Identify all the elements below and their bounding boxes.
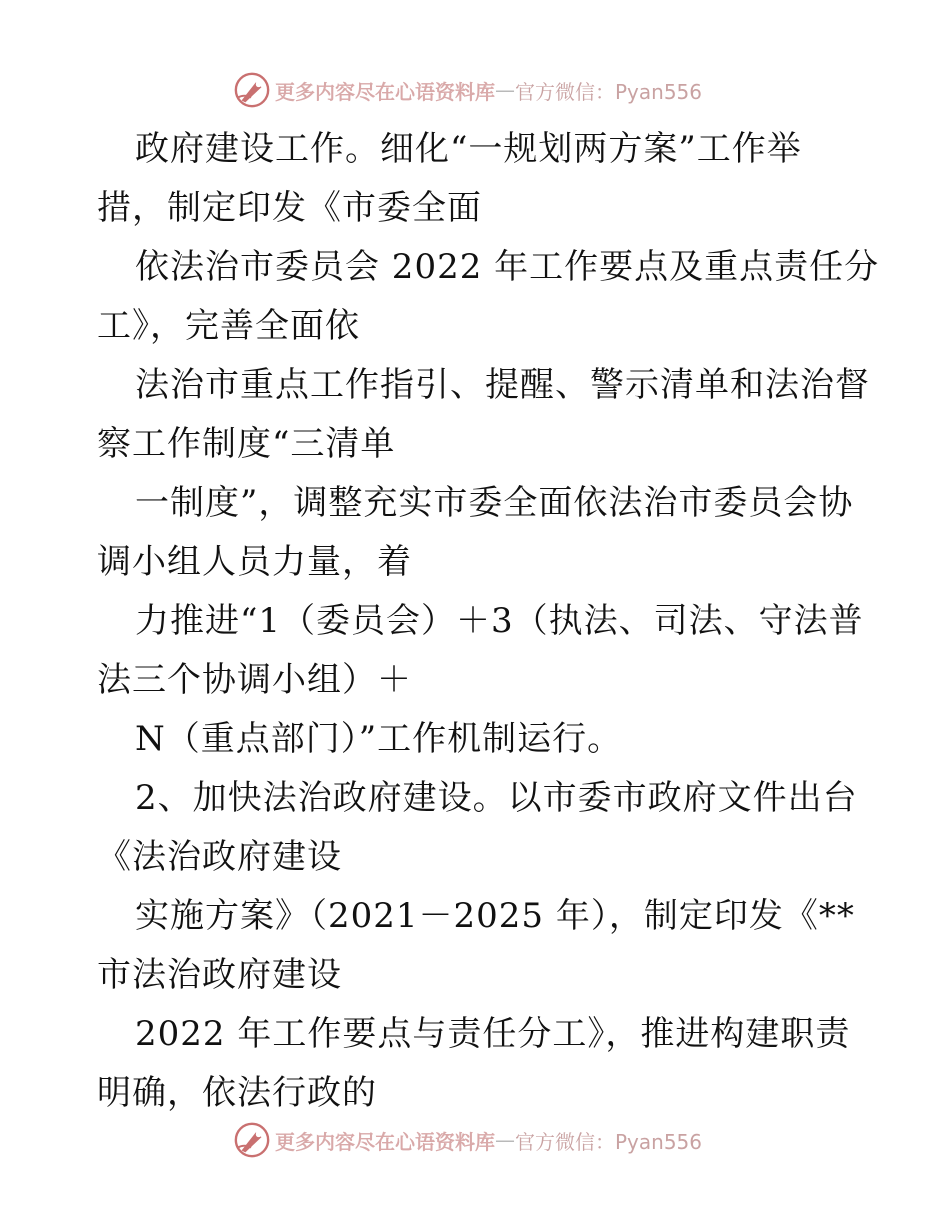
text-line: 市法治政府建设 <box>97 955 342 995</box>
text-line: 法治市重点工作指引、提醒、警示清单和法治督 <box>135 365 870 405</box>
text-line: 调小组人员力量，着 <box>97 542 412 582</box>
text-line: 《法治政府建设 <box>97 837 342 877</box>
watermark-brand: 更多内容尽在心语资料库 <box>275 79 495 104</box>
watermark-brand: 更多内容尽在心语资料库 <box>275 1129 495 1154</box>
document-body <box>97 120 880 1123</box>
text-line: 2022 年工作要点与责任分工》，推进构建职责 <box>135 1014 851 1054</box>
text-line: 察工作制度“三清单 <box>97 424 396 464</box>
text-line: 一制度”，调整充实市委全面依法治市委员会协 <box>135 483 854 523</box>
watermark-handle: 官方微信：Pyan556 <box>515 1129 703 1154</box>
text-line: N（重点部门）”工作机制运行。 <box>135 719 623 759</box>
text-line: 政府建设工作。细化“一规划两方案”工作举 <box>135 129 802 169</box>
text-line: 力推进“1（委员会）＋3（执法、司法、守法普 <box>135 601 864 641</box>
watermark-footer <box>233 1120 702 1160</box>
watermark-separator: — <box>495 1128 515 1152</box>
text-line: 实施方案》（2021－2025 年），制定印发《** <box>135 896 855 936</box>
watermark-handle: 官方微信：Pyan556 <box>515 79 703 104</box>
text-line: 明确，依法行政的 <box>97 1073 377 1113</box>
pen-nib-logo-icon <box>233 71 271 109</box>
text-line: 法三个协调小组）＋ <box>97 660 412 700</box>
text-line: 2、加快法治政府建设。以市委市政府文件出台 <box>135 778 858 818</box>
watermark-header <box>233 70 702 110</box>
text-line: 依法治市委员会 2022 年工作要点及重点责任分 <box>135 247 880 287</box>
text-line: 措，制定印发《市委全面 <box>97 188 482 228</box>
watermark-separator: — <box>495 78 515 102</box>
text-line: 工》，完善全面依 <box>97 306 360 346</box>
pen-nib-logo-icon <box>233 1121 271 1159</box>
